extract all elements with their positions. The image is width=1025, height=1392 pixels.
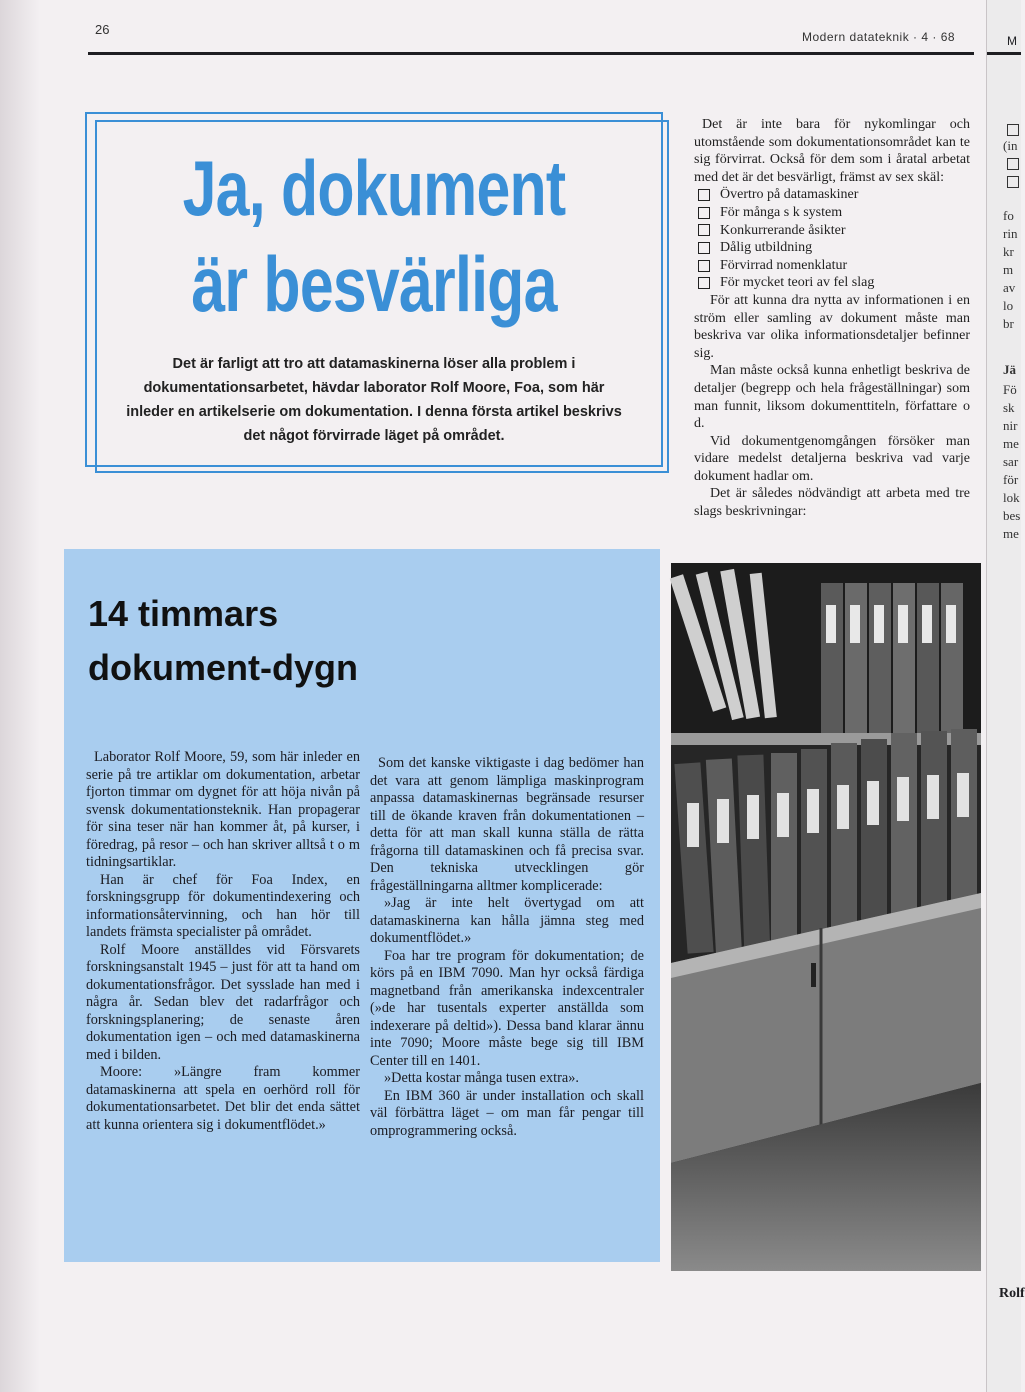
adjacent-header-rule — [987, 52, 1021, 55]
page-number: 26 — [95, 22, 110, 37]
intro-paragraph: Det är inte bara för nykomlingar och utomstående som dokumentationsområdet kan te sig förvirrat. Också för dem som i åratal arbetat med det är det besvärligt, främst av sex skäl: — [694, 117, 970, 185]
sidebar-box — [64, 549, 660, 1262]
text-fragment: Fö — [1003, 382, 1017, 397]
body-paragraph: Man måste också kunna enhetligt beskriva de detaljer (begrepp och hela frågeställningar) som man funnit, liksom dokumenttiteln, författare o d. — [694, 363, 970, 432]
headline-box — [85, 112, 663, 467]
reason-text: Dålig utbildning — [720, 240, 813, 256]
text-fragment: rin — [1003, 226, 1018, 241]
sidebar-title-line-2: dokument-dygn — [88, 647, 358, 688]
body-paragraph: Vid dokumentgenomgången försöker man vidare medelst detaljerna beskriva vad varje dokument hadlar om. — [694, 433, 970, 484]
headline-line-2: är besvärliga — [191, 240, 557, 328]
text-fragment: (in — [1003, 138, 1018, 153]
photo-caption-fragment: Rolf — [999, 1286, 1025, 1301]
checkbox-icon — [698, 277, 710, 289]
sidebar-paragraph: »Detta kostar många tusen extra». — [384, 1070, 579, 1086]
sidebar-paragraph: Som det kanske viktigaste i dag bedömer han det vara att genom lämpliga maskinprogram anpassa datamaskinernas begränsade resurser till de ökande kraven från dokumentationen – detta för att man skall kunna ställa de rätta frågorna till datamaskinen och få precisa svar. Den tekniska utvecklingen gör frågeställningarna alltmer komplicerade: — [370, 755, 644, 894]
list-item — [694, 204, 970, 222]
sidebar-title — [88, 587, 358, 695]
bookshelf-illustration — [671, 563, 981, 1271]
checkbox-icon — [1007, 158, 1019, 170]
text-fragment: Jä — [1003, 362, 1016, 377]
header-rule — [88, 52, 974, 55]
sidebar-paragraph: Han är chef för Foa Index, en forskningsgrupp för dokumentindexering och informationsåtervinning, och han hör till landets främsta specialister på området. — [86, 871, 360, 940]
text-fragment: kr — [1003, 244, 1014, 259]
reason-text: För många s k system — [720, 204, 843, 220]
checkbox-icon — [698, 260, 710, 272]
text-fragment: för — [1003, 472, 1019, 487]
sidebar-column-1 — [86, 749, 360, 1134]
list-item — [694, 257, 970, 275]
headline-line-1: Ja, dokument — [182, 144, 566, 232]
body-paragraph: Det är således nödvändigt att arbeta med tre slags beskrivningar: — [694, 486, 970, 520]
reason-text: Förvirrad nomenklatur — [720, 257, 848, 273]
right-column-text — [694, 116, 970, 521]
reason-text: För mycket teori av fel slag — [720, 275, 875, 291]
sidebar-paragraph: Rolf Moore anställdes vid Försvarets forskningsanstalt 1945 – just för att ta hand om dokumentationsfrågor. Det sysslade han med i några år. Sedan blev det radarfrågor och forskningsplanering; de senaste åren dokumentation igen – och med datamaskinerna med i bilden. — [86, 941, 360, 1063]
list-item — [694, 239, 970, 257]
checkbox-icon — [698, 189, 710, 201]
adjacent-header-fragment: M — [1007, 34, 1017, 48]
text-fragment: bes — [1003, 508, 1021, 523]
page-gutter-shade — [0, 0, 40, 1392]
list-item — [694, 222, 970, 240]
reason-text: Konkurrerande åsikter — [720, 222, 846, 238]
sidebar-paragraph: »Jag är inte helt övertygad om att datamaskinerna kan hålla jämna steg med dokumentflödet.» — [370, 895, 644, 946]
text-fragment: av — [1003, 280, 1016, 295]
body-paragraph: För att kunna dra nytta av informationen i en ström eller samling av dokument måste man beskriva var olika informationsdetaljer befinner sig. — [694, 292, 970, 361]
checkbox-icon — [1007, 176, 1019, 188]
text-fragment: br — [1003, 316, 1014, 331]
sidebar-title-line-1: 14 timmars — [88, 593, 279, 634]
sidebar-paragraph: Laborator Rolf Moore, 59, som här inleder en serie på tre artiklar om dokumentation, arbetar fjorton timmar om dygnet för att höja nivån på svensk dokumentationsteknik. Han propagerar för sina teser när han kommer åt, på kurser, i föredrag, på resor – och han skriver alltså t o m tidningsartiklar. — [86, 749, 360, 870]
text-fragment: nir — [1003, 418, 1018, 433]
bookshelf-photo — [671, 563, 981, 1271]
article-headline — [150, 140, 598, 332]
list-item — [694, 186, 970, 204]
checkbox-icon — [698, 224, 710, 236]
text-fragment: me — [1003, 526, 1019, 541]
list-item — [694, 274, 970, 292]
text-fragment: me — [1003, 436, 1019, 451]
checkbox-icon — [1007, 124, 1019, 136]
text-fragment: lok — [1003, 490, 1020, 505]
article-lead: Det är farligt att tro att datamaskinerna löser alla problem i dokumentationsarbetet, hävdar laborator Rolf Moore, Foa, som här inleder en artikelserie om dokumentation. I denna första artikel beskrivs det något förvirrade läget på området. — [126, 356, 622, 444]
checkbox-icon — [698, 242, 710, 254]
sidebar-paragraph: En IBM 360 är under installation och skall väl förbättra läget – om man får pengar till omprogrammering också. — [370, 1087, 644, 1139]
checkbox-icon — [698, 207, 710, 219]
reasons-list — [694, 186, 970, 292]
sidebar-column-2 — [370, 755, 644, 1140]
sidebar-paragraph: Moore: »Längre fram kommer datamaskinerna att spela en oerhörd roll för dokumentationsarbetet. Det blir det enda sättet att kunna orientera sig i dokumentflödet.» — [86, 1064, 360, 1133]
text-fragment: m — [1003, 262, 1014, 277]
text-fragment: fo — [1003, 208, 1014, 223]
adjacent-page-edge — [986, 0, 1025, 1392]
running-header: Modern datateknik · 4 · 68 — [802, 30, 956, 44]
sidebar-paragraph: Foa har tre program för dokumentation; de körs på en IBM 7090. Man hyr också färdiga magnetband från amerikanska indexcentraler (»de har tusentals experter anställda som indexerare på deltid»). Dessa band klarar ännu inte 7090; Moore måste bege sig till IBM Center till en 1401. — [370, 947, 644, 1069]
text-fragment: lo — [1003, 298, 1014, 313]
text-fragment: sar — [1003, 454, 1019, 469]
text-fragment: sk — [1003, 400, 1015, 415]
reason-text: Övertro på datamaskiner — [720, 187, 859, 203]
